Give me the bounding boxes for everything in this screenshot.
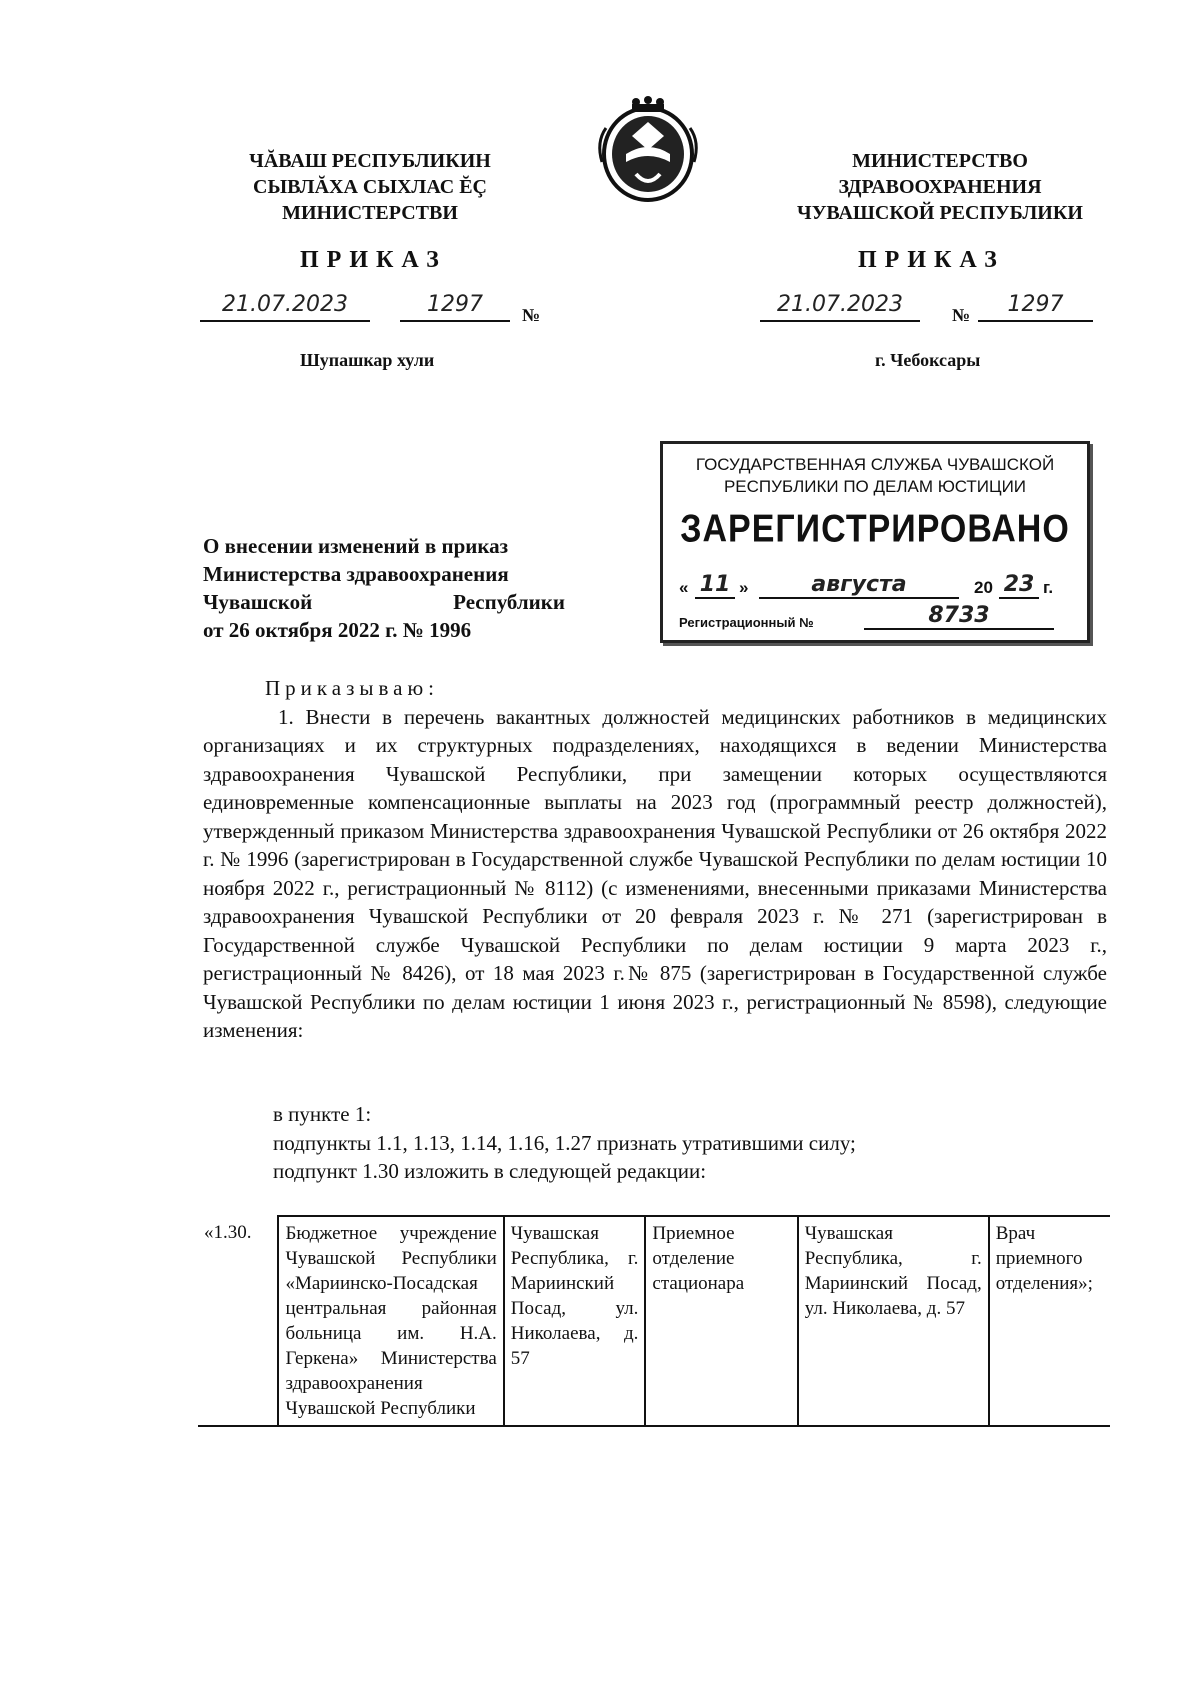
cell-location: Чувашская Республика, г. Мариинский Посад, ул. Николаева, д. 57 [504,1216,646,1426]
order-subject [203,532,565,644]
cell-institution: Бюджетное учреждение Чувашской Республики «Мариинско-Посадская центральная районная больница им. Н.А. Геркена» Министерства здравоохранения Чувашской Республики [278,1216,503,1426]
amendment-list [273,1100,856,1186]
coat-of-arms-emblem [592,92,704,204]
stamp-date: « 11 » августа 20 23 г. [679,572,1054,597]
subject-line-3b: Республики [453,590,565,614]
cell-position: Врач приемного отделения»; [989,1216,1110,1426]
stamp-day: 11 [695,572,735,599]
order-date-right: 21.07.2023 [760,292,920,322]
city-russian: г. Чебоксары [875,350,981,370]
order-directive: Приказываю: [265,676,439,700]
amendment-table [198,1215,1110,1427]
city-chuvash: Шупашкар хули [300,350,435,370]
order-title-russian: ПРИКАЗ [858,247,1005,273]
order-title-chuvash: ПРИКАЗ [300,247,447,273]
number-sign-left: № [522,305,541,325]
stamp-reg-number-row [679,603,1079,635]
table-row [198,1216,1110,1426]
header-left-line-2: СЫВЛĂХА СЫХЛАС ĔÇ [253,176,487,198]
header-left-line-1: ЧĂВАШ РЕСПУБЛИКИН [249,150,491,172]
stamp-line-1: ГОСУДАРСТВЕННАЯ СЛУЖБА ЧУВАШСКОЙ [695,455,1055,474]
list-item: в пункте 1: [273,1102,372,1126]
stamp-reg-number: 8733 [864,603,1054,630]
order-number-left: 1297 [400,292,510,322]
subject-line-2: Министерства здравоохранения [203,562,509,586]
ministry-name-chuvash [220,148,520,226]
paragraph-1: 1. Внести в перечень вакантных должностей медицинских работников в медицинских организациях и их структурных подразделениях, находящихся в ведении Министерства здравоохранения Чувашской Республики, при замещении которых осуществляются единовременные компенсационные выплаты на 2023 год (программный реестр должностей), утвержденный приказом Министерства здравоохранения Чувашской Республики от 26 октября 2022 г. № 1996 (зарегистрирован в Государственной службе Чувашской Республики по делам юстиции 10 ноября 2022 г., регистрационный № 8112) (с изменениями, внесенными приказами Министерства здравоохранения Чувашской Республики от 20 февраля 2023 г. № 271 (зарегистрирован в Государственной службе Чувашской Республики по делам юстиции 9 марта 2023 г., регистрационный № 8426), от 18 мая 2023 г.№ 875 (зарегистрирован в Государственной службе Чувашской Республики по делам юстиции 1 июня 2023 г., регистрационный № 8598), следующие изменения: [203,704,1107,1042]
header-right-line-3: ЧУВАШСКОЙ РЕСПУБЛИКИ [797,202,1083,224]
header-left-line-3: МИНИСТЕРСТВИ [282,202,458,224]
subject-line-1: О внесении изменений в приказ [203,534,509,558]
header-right-line-2: ЗДРАВООХРАНЕНИЯ [838,176,1042,198]
stamp-authority [663,454,1087,498]
stamp-reg-label: Регистрационный № [679,615,814,630]
order-body [203,674,1107,1045]
subject-line-4: от 26 октября 2022 г. № 1996 [203,618,472,642]
subject-line-3a: Чувашской [203,590,313,614]
list-item: подпункты 1.1, 1.13, 1.14, 1.16, 1.27 признать утратившими силу; [273,1130,856,1155]
stamp-year-prefix: 20 [974,578,993,597]
list-item: подпункт 1.30 изложить в следующей редакции: [273,1159,707,1183]
number-sign-right: № [952,305,971,325]
header-right-line-1: МИНИСТЕРСТВО [852,150,1028,172]
order-number-right: 1297 [978,292,1093,322]
cell-item-number: «1.30. [198,1216,278,1426]
ministry-name-russian [770,148,1110,226]
subject-line-3 [203,588,565,616]
registration-stamp [660,441,1090,643]
stamp-year-suffix: 23 [999,572,1039,599]
order-date-left: 21.07.2023 [200,292,370,322]
stamp-line-2: РЕСПУБЛИКИ ПО ДЕЛАМ ЮСТИЦИИ [723,477,1027,496]
stamp-month: августа [759,572,959,599]
stamp-year-unit: г. [1043,578,1054,597]
stamp-registered-label: ЗАРЕГИСТРИРОВАНО [680,507,1070,551]
cell-department: Приемное отделение стационара [645,1216,797,1426]
cell-address: Чувашская Республика, г. Мариинский Посад, ул. Николаева, д. 57 [798,1216,989,1426]
